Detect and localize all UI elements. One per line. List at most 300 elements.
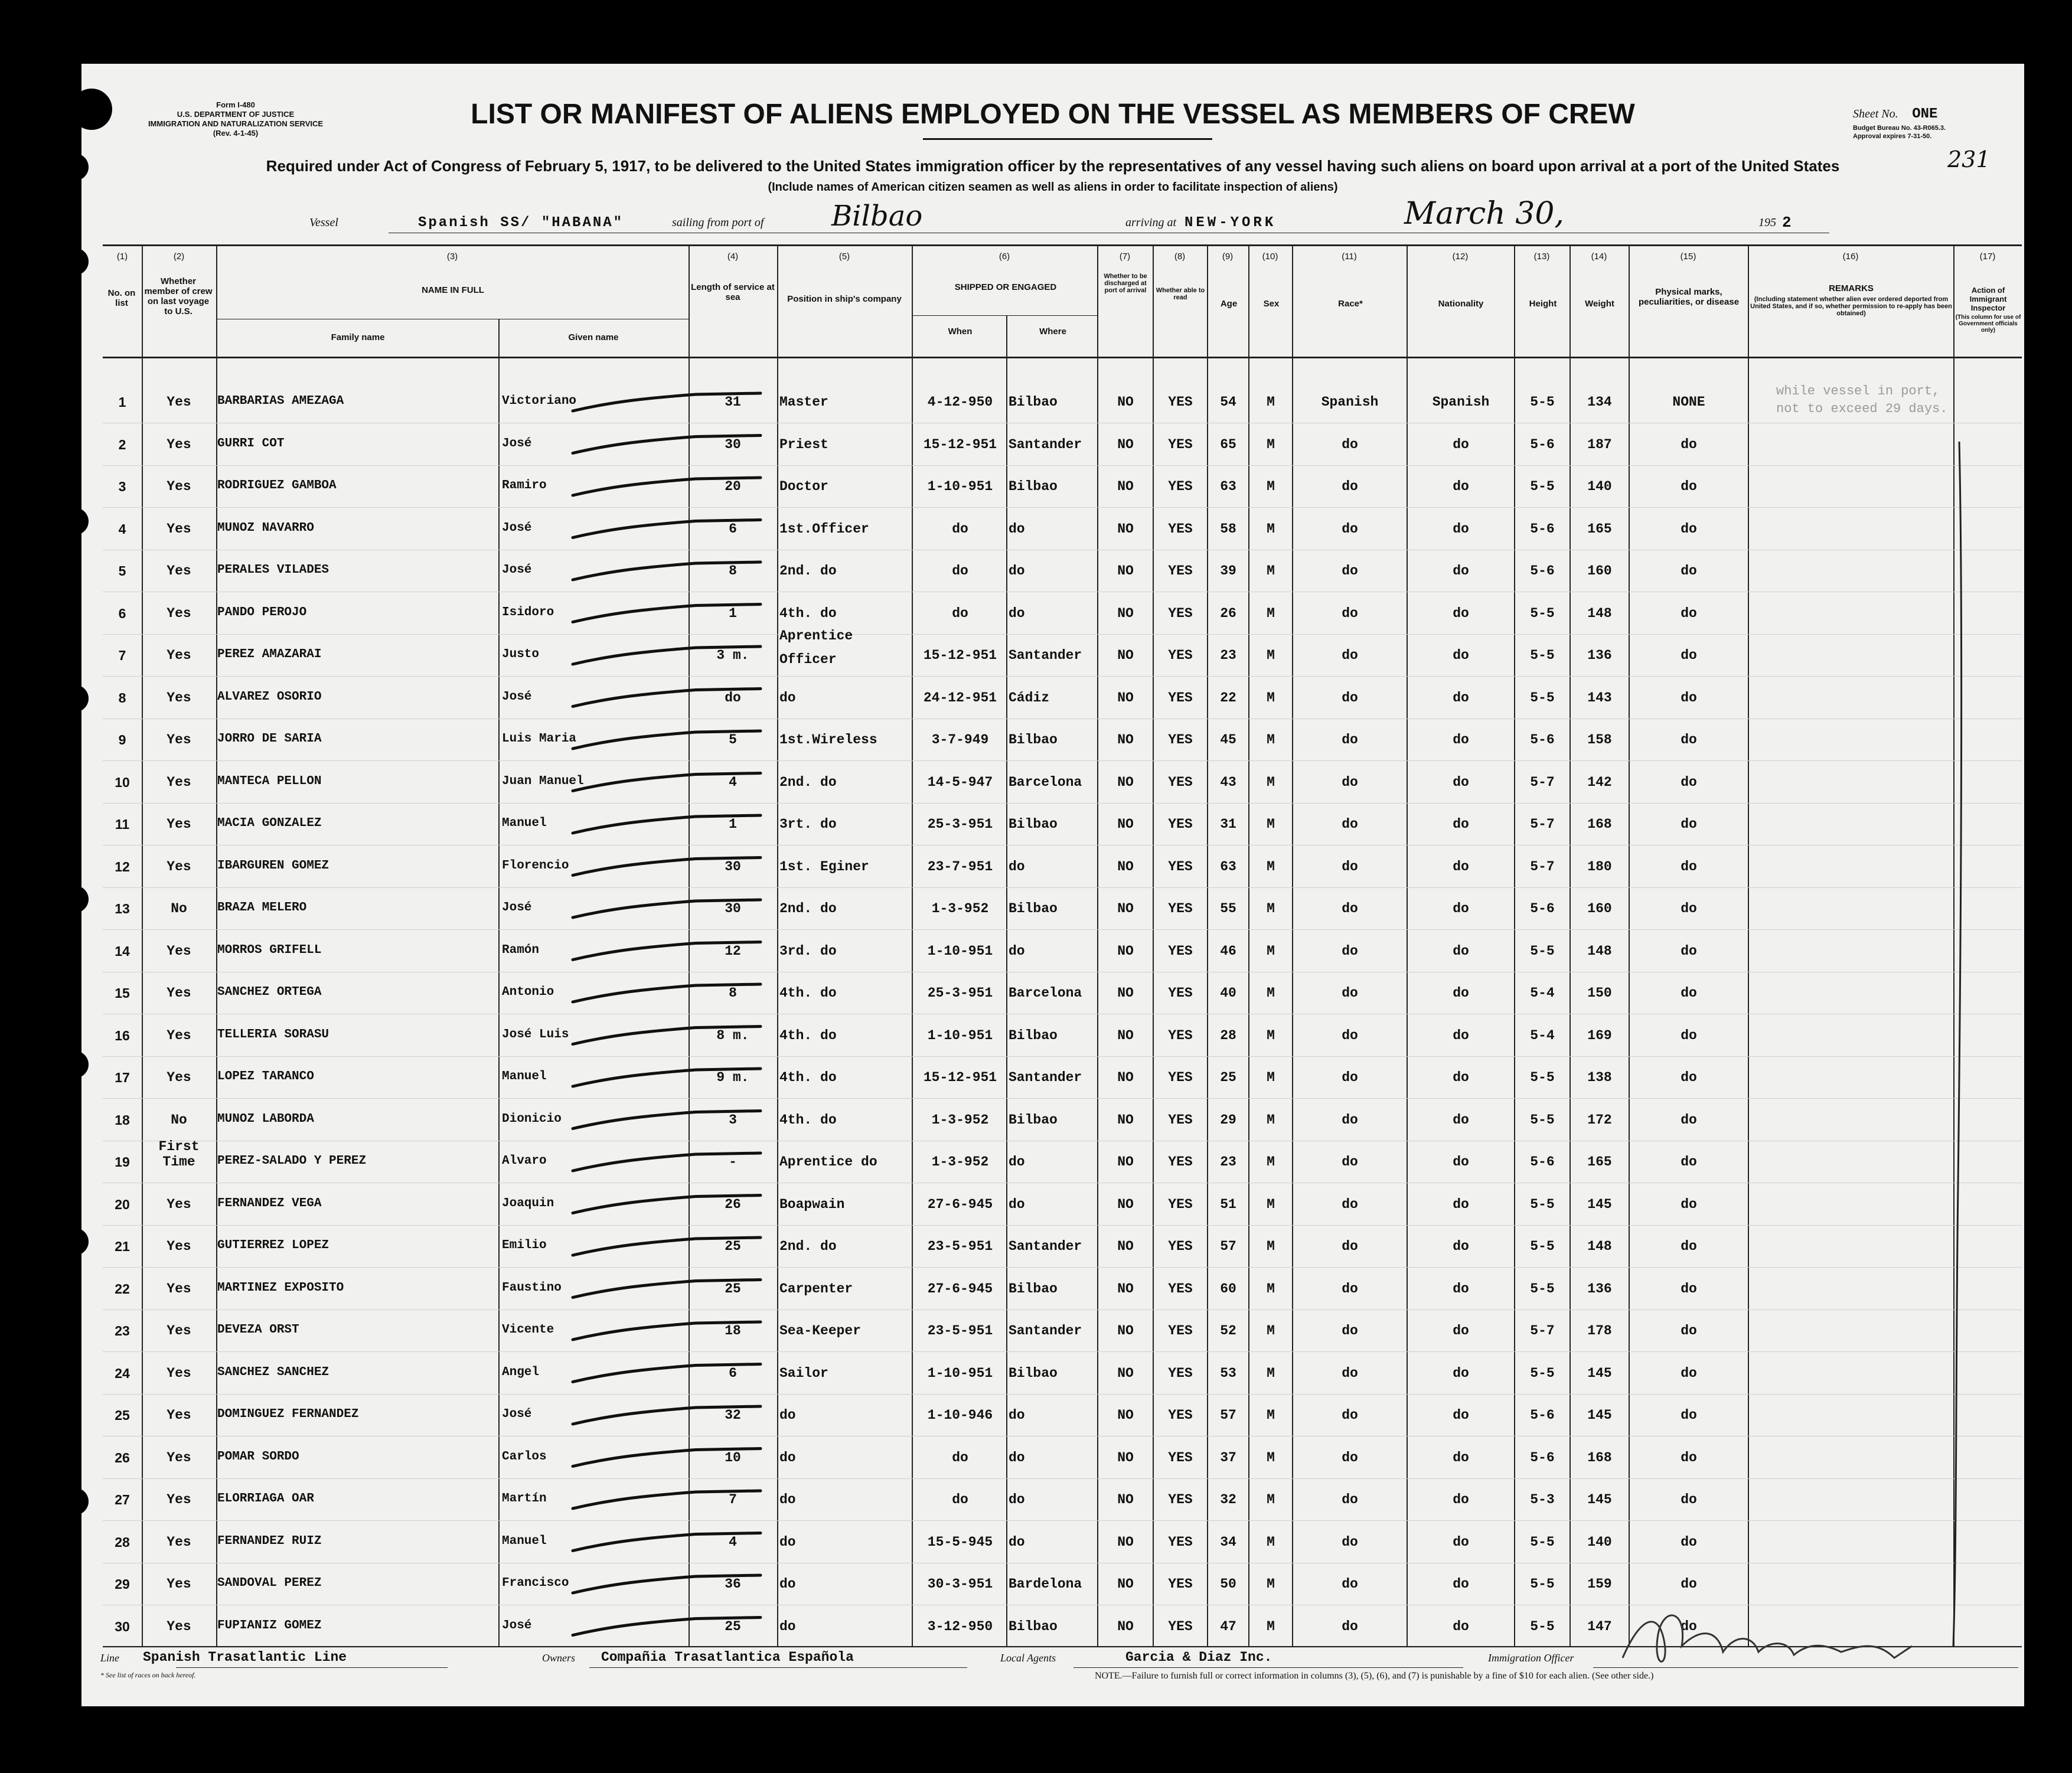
cell-where: Santander [1009,436,1082,452]
cell-given: José Luis [502,1027,569,1041]
cell-sex: M [1267,1618,1275,1634]
cell-race: do [1342,985,1358,1001]
cell-race: do [1342,817,1358,832]
cell-when: 14-5-947 [927,774,993,790]
cell-family: BRAZA MELERO [217,901,307,915]
cell-sex: M [1267,563,1275,579]
cell-height: 5-5 [1530,1534,1555,1550]
cell-nationality: do [1453,985,1469,1001]
column-number: (10) [1262,252,1278,262]
cell-no: 12 [115,858,130,874]
cell-read: YES [1168,1154,1193,1170]
pen-marks [81,64,2024,1706]
pen-check-mark [573,731,761,749]
cell-given: Emilio [502,1239,547,1252]
cell-age: 29 [1220,1112,1236,1128]
cell-read: YES [1168,1576,1193,1592]
cell-no: 25 [115,1408,130,1423]
cell-marks: do [1681,985,1697,1001]
cell-read: YES [1168,732,1193,747]
sheet-label: Sheet No. [1853,107,1898,120]
cell-marks: do [1681,901,1697,916]
cell-where: Bilbao [1009,1618,1058,1634]
cell-weight: 160 [1587,901,1612,916]
cell-when: 1-3-952 [931,1154,989,1170]
cell-marks: do [1681,1281,1697,1297]
cell-nationality: do [1453,605,1469,621]
cell-weight: 168 [1587,1449,1612,1465]
cell-height: 5-5 [1530,943,1555,959]
pen-check-mark [573,562,761,580]
cell-family: RODRIGUEZ GAMBOA [217,479,337,492]
header-height: Height [1529,299,1557,309]
inspector-column-stroke [1953,442,1962,1646]
cell-no: 29 [115,1576,130,1592]
cell-age: 65 [1220,436,1236,452]
cell-age: 52 [1220,1323,1236,1338]
cell-nationality: do [1453,690,1469,706]
cell-discharged: NO [1117,1196,1134,1212]
cell-discharged: NO [1117,690,1134,706]
sheet-value: ONE [1912,106,1938,122]
cell-discharged: NO [1117,1070,1134,1085]
cell-discharged: NO [1117,817,1134,832]
pen-check-mark [573,942,761,960]
pen-check-mark [573,393,761,411]
cell-no: 6 [118,605,126,621]
header-nationality: Nationality [1438,299,1484,309]
approval-expires: Approval expires 7-31-50. [1853,133,1932,140]
cell-when: do [952,605,968,621]
cell-marks: do [1681,436,1697,452]
cell-position: Aprentice do [779,1154,877,1170]
page-number: 231 [1947,146,1991,172]
cell-age: 55 [1220,901,1236,916]
cell-age: 54 [1220,394,1236,410]
cell-read: YES [1168,1281,1193,1297]
cell-family: POMAR SORDO [217,1449,299,1464]
cell-position: 4th. do [779,1112,837,1128]
vessel-value: Spanish SS/ "HABANA" [418,215,624,231]
cell-prev: Yes [167,1618,191,1634]
cell-prev: Yes [167,774,191,790]
cell-sex: M [1267,1534,1275,1550]
cell-family: SANCHEZ SANCHEZ [217,1365,329,1379]
header-age: Age [1220,299,1238,309]
punch-hole [61,248,89,275]
pen-check-mark [573,1491,761,1508]
cell-nationality: Spanish [1432,394,1490,410]
cell-given: Alvaro [502,1154,547,1168]
cell-service: 18 [725,1323,741,1338]
cell-prev: Yes [167,1070,191,1085]
cell-age: 63 [1220,858,1236,874]
cell-where: do [1009,1534,1025,1550]
cell-sex: M [1267,521,1275,537]
cell-no: 17 [115,1070,130,1085]
cell-service: 1 [729,605,737,621]
cell-read: YES [1168,394,1193,410]
cell-read: YES [1168,605,1193,621]
cell-marks: do [1681,1449,1697,1465]
cell-marks: do [1681,817,1697,832]
cell-no: 28 [115,1534,130,1550]
cell-where: Barcelona [1009,774,1082,790]
cell-weight: 165 [1587,521,1612,537]
cell-race: Spanish [1321,394,1379,410]
footer-owners-value: Compañia Trasatlantica Española [601,1650,854,1665]
cell-height: 5-5 [1530,690,1555,706]
cell-service: 3 m. [716,648,749,663]
cell-when: 24-12-951 [923,690,997,706]
cell-position: 4th. do [779,985,837,1001]
cell-marks: do [1681,858,1697,874]
cell-position: Carpenter [779,1281,853,1297]
cell-race: do [1342,1070,1358,1085]
manifest-sheet [81,64,2024,1706]
cell-age: 25 [1220,1070,1236,1085]
cell-family: LOPEZ TARANCO [217,1070,314,1083]
cell-family: GUTIERREZ LOPEZ [217,1239,329,1252]
cell-family: MORROS GRIFELL [217,943,322,957]
cell-position: 1st.Wireless [779,732,877,747]
cell-read: YES [1168,648,1193,663]
cell-service: 8 [729,563,737,579]
cell-when: 3-12-950 [927,1618,993,1634]
cell-given: Joaquin [502,1196,554,1210]
cell-family: FUPIANIZ GOMEZ [217,1618,322,1632]
cell-service: 31 [725,394,741,410]
cell-service: - [729,1154,737,1170]
cell-discharged: NO [1117,479,1134,494]
cell-no: 8 [118,690,126,706]
footer-agents-value: Garcia & Diaz Inc. [1125,1650,1272,1665]
cell-no: 14 [115,943,130,959]
cell-where: Santander [1009,1239,1082,1254]
cell-nationality: do [1453,1449,1469,1465]
cell-race: do [1342,1618,1358,1634]
cell-when: 15-12-951 [923,436,997,452]
cell-no: 26 [115,1449,130,1465]
column-number: (3) [446,252,458,262]
cell-given: José [502,436,532,450]
cell-service: 25 [725,1281,741,1297]
cell-weight: 160 [1587,563,1612,579]
cell-height: 5-7 [1530,1323,1555,1338]
header-position: Position in ship's company [787,294,902,304]
cell-given: José [502,690,532,704]
footer-owners-label: Owners [542,1652,576,1664]
cell-marks: do [1681,1196,1697,1212]
cell-age: 26 [1220,605,1236,621]
header-remarks: REMARKS [1829,283,1874,293]
cell-height: 5-5 [1530,1576,1555,1592]
cell-when: 30-3-951 [927,1576,993,1592]
pen-check-mark [573,689,761,707]
cell-given: Ramón [502,943,540,957]
cell-when: do [952,563,968,579]
cell-discharged: NO [1117,858,1134,874]
cell-age: 32 [1220,1492,1236,1507]
cell-read: YES [1168,985,1193,1001]
cell-sex: M [1267,943,1275,959]
manifest-subtitle-note: (Include names of American citizen seamen as well as aliens in order to facilitate inspection of aliens) [768,181,1338,194]
cell-given: José [502,1408,532,1421]
column-number: (15) [1680,252,1696,262]
cell-family: FERNANDEZ VEGA [217,1196,322,1210]
cell-sex: M [1267,1323,1275,1338]
pen-check-mark [573,815,761,833]
cell-race: do [1342,690,1358,706]
header-length-of-service: Length of service at sea [691,282,775,302]
arriving-at-label: arriving at [1125,216,1177,229]
cell-marks: do [1681,1365,1697,1381]
cell-position: 3rd. do [779,943,837,959]
cell-service: 1 [729,817,737,832]
cell-discharged: NO [1117,605,1134,621]
cell-prev: First Time [158,1139,200,1170]
owners-underline [589,1667,967,1668]
cell-no: 1 [118,394,126,410]
cell-sex: M [1267,1449,1275,1465]
cell-service: 10 [725,1449,741,1465]
cell-when: 3-7-949 [931,732,989,747]
cell-prev: Yes [167,732,191,747]
cell-given: José [502,521,532,535]
cell-height: 5-5 [1530,605,1555,621]
cell-service: 30 [725,436,741,452]
cell-prev: Yes [167,985,191,1001]
cell-age: 40 [1220,985,1236,1001]
cell-sex: M [1267,1154,1275,1170]
column-number: (16) [1842,252,1859,262]
manifest-title: LIST OR MANIFEST OF ALIENS EMPLOYED ON THE VESSEL AS MEMBERS OF CREW [471,99,1635,130]
punch-hole [61,508,89,535]
cell-where: do [1009,858,1025,874]
cell-family: BARBARIAS AMEZAGA [217,394,344,408]
cell-nationality: do [1453,1323,1469,1338]
cell-marks: do [1681,479,1697,494]
cell-nationality: do [1453,1196,1469,1212]
cell-position: do [779,1408,796,1423]
cell-service: 25 [725,1618,741,1634]
column-number: (9) [1222,252,1234,262]
cell-when: 1-10-951 [927,943,993,959]
cell-prev: Yes [167,690,191,706]
cell-marks: do [1681,774,1697,790]
cell-nationality: do [1453,1408,1469,1423]
cell-sex: M [1267,1112,1275,1128]
cell-marks: do [1681,605,1697,621]
cell-race: do [1342,1323,1358,1338]
cell-sex: M [1267,436,1275,452]
header-family-name: Family name [331,332,385,342]
cell-read: YES [1168,1365,1193,1381]
pen-check-mark [573,1322,761,1340]
cell-prev: Yes [167,1323,191,1338]
cell-sex: M [1267,1365,1275,1381]
cell-nationality: do [1453,479,1469,494]
header-previous-voyage: Whether member of crew on last voyage to U.S. [144,276,213,316]
cell-no: 5 [118,563,126,579]
cell-discharged: NO [1117,943,1134,959]
cell-sex: M [1267,901,1275,916]
cell-discharged: NO [1117,985,1134,1001]
cell-no: 18 [115,1112,130,1128]
cell-age: 47 [1220,1618,1236,1634]
cell-marks: do [1681,690,1697,706]
pen-check-mark [573,773,761,791]
cell-where: Santander [1009,1323,1082,1338]
cell-marks: do [1681,1534,1697,1550]
cell-weight: 145 [1587,1365,1612,1381]
cell-where: Santander [1009,1070,1082,1085]
cell-weight: 169 [1587,1027,1612,1043]
cell-discharged: NO [1117,1365,1134,1381]
cell-when: do [952,521,968,537]
cell-nationality: do [1453,1027,1469,1043]
cell-race: do [1342,1408,1358,1423]
cell-sex: M [1267,648,1275,663]
cell-race: do [1342,436,1358,452]
column-number: (8) [1174,252,1186,262]
cell-sex: M [1267,1027,1275,1043]
cell-given: Manuel [502,1070,547,1083]
cell-nationality: do [1453,563,1469,579]
cell-service: 32 [725,1408,741,1423]
budget-bureau: Budget Bureau No. 43-R065.3. [1853,125,1946,132]
arriving-at-value: NEW-YORK [1185,215,1277,231]
cell-race: do [1342,1365,1358,1381]
cell-nationality: do [1453,1576,1469,1592]
cell-nationality: do [1453,1492,1469,1507]
punch-hole [61,1051,89,1078]
cell-given: José [502,563,532,577]
cell-marks: do [1681,1408,1697,1423]
header-weight: Weight [1585,299,1614,309]
cell-position: do [779,1618,796,1634]
cell-position: Master [779,394,828,410]
cell-position: 1st.Officer [779,521,869,537]
penalty-note: NOTE.—Failure to furnish full or correct information in columns (3), (5), (6), and (7) is punishable by a fine of $10 for each alien. (See other side.) [1095,1671,1654,1681]
cell-prev: Yes [167,1196,191,1212]
sailing-from-value: Bilbao [831,200,923,233]
cell-position: Boapwain [779,1196,845,1212]
pen-check-mark [573,1237,761,1255]
cell-family: PEREZ-SALADO Y PEREZ [217,1154,367,1168]
cell-where: Bilbao [1009,1365,1058,1381]
cell-when: 1-10-951 [927,1027,993,1043]
cell-age: 57 [1220,1239,1236,1254]
cell-read: YES [1168,817,1193,832]
cell-no: 30 [115,1618,130,1634]
cell-prev: Yes [167,521,191,537]
cell-position: Sea-Keeper [779,1323,862,1338]
cell-service: 30 [725,901,741,916]
cell-age: 60 [1220,1281,1236,1297]
cell-weight: 148 [1587,1239,1612,1254]
cell-race: do [1342,732,1358,747]
cell-where: do [1009,563,1025,579]
cell-height: 5-7 [1530,774,1555,790]
torn-corner [71,89,112,130]
cell-age: 43 [1220,774,1236,790]
cell-nationality: do [1453,1534,1469,1550]
cell-height: 5-5 [1530,1070,1555,1085]
cell-weight: 187 [1587,436,1612,452]
pen-check-mark [573,858,761,876]
cell-where: Bilbao [1009,1112,1058,1128]
cell-when: 23-7-951 [927,858,993,874]
cell-given: Victoriano [502,394,577,408]
cell-position: do [779,690,796,706]
cell-age: 39 [1220,563,1236,579]
cell-race: do [1342,648,1358,663]
cell-age: 22 [1220,690,1236,706]
cell-marks: do [1681,521,1697,537]
cell-age: 58 [1220,521,1236,537]
cell-nationality: do [1453,1618,1469,1634]
cell-height: 5-4 [1530,985,1555,1001]
header-sex: Sex [1263,299,1280,309]
cell-service: do [725,690,741,706]
cell-nationality: do [1453,1112,1469,1128]
cell-read: YES [1168,1027,1193,1043]
cell-marks: do [1681,1070,1697,1085]
cell-race: do [1342,1112,1358,1128]
cell-when: 1-10-946 [927,1408,993,1423]
cell-no: 4 [118,521,126,537]
cell-family: IBARGUREN GOMEZ [217,858,329,873]
cell-race: do [1342,1281,1358,1297]
cell-weight: 145 [1587,1408,1612,1423]
cell-sex: M [1267,985,1275,1001]
cell-position: do [779,1492,796,1507]
cell-weight: 136 [1587,1281,1612,1297]
cell-when: do [952,1492,968,1507]
cell-read: YES [1168,1323,1193,1338]
cell-when: 15-12-951 [923,1070,997,1085]
cell-nationality: do [1453,817,1469,832]
cell-height: 5-6 [1530,732,1555,747]
vessel-label: Vessel [309,216,338,229]
pen-check-mark [573,1449,761,1467]
cell-read: YES [1168,774,1193,790]
cell-given: Angel [502,1365,540,1379]
cell-read: YES [1168,858,1193,874]
cell-given: Antonio [502,985,554,999]
cell-family: DEVEZA ORST [217,1323,299,1337]
cell-when: 1-10-951 [927,479,993,494]
cell-marks: do [1681,1576,1697,1592]
cell-family: MANTECA PELLON [217,774,322,788]
footer-agents-label: Local Agents [1000,1652,1056,1664]
cell-when: 1-3-952 [931,901,989,916]
cell-family: MUNOZ LABORDA [217,1112,314,1126]
cell-height: 5-5 [1530,1618,1555,1634]
cell-nationality: do [1453,901,1469,916]
column-number: (5) [838,252,850,262]
pen-check-mark [573,520,761,538]
cell-service: 8 [729,985,737,1001]
cell-where: Bilbao [1009,817,1058,832]
cell-prev: Yes [167,479,191,494]
cell-when: 15-12-951 [923,648,997,663]
cell-service: 6 [729,1365,737,1381]
cell-where: Bilbao [1009,732,1058,747]
cell-age: 28 [1220,1027,1236,1043]
cell-race: do [1342,1576,1358,1592]
